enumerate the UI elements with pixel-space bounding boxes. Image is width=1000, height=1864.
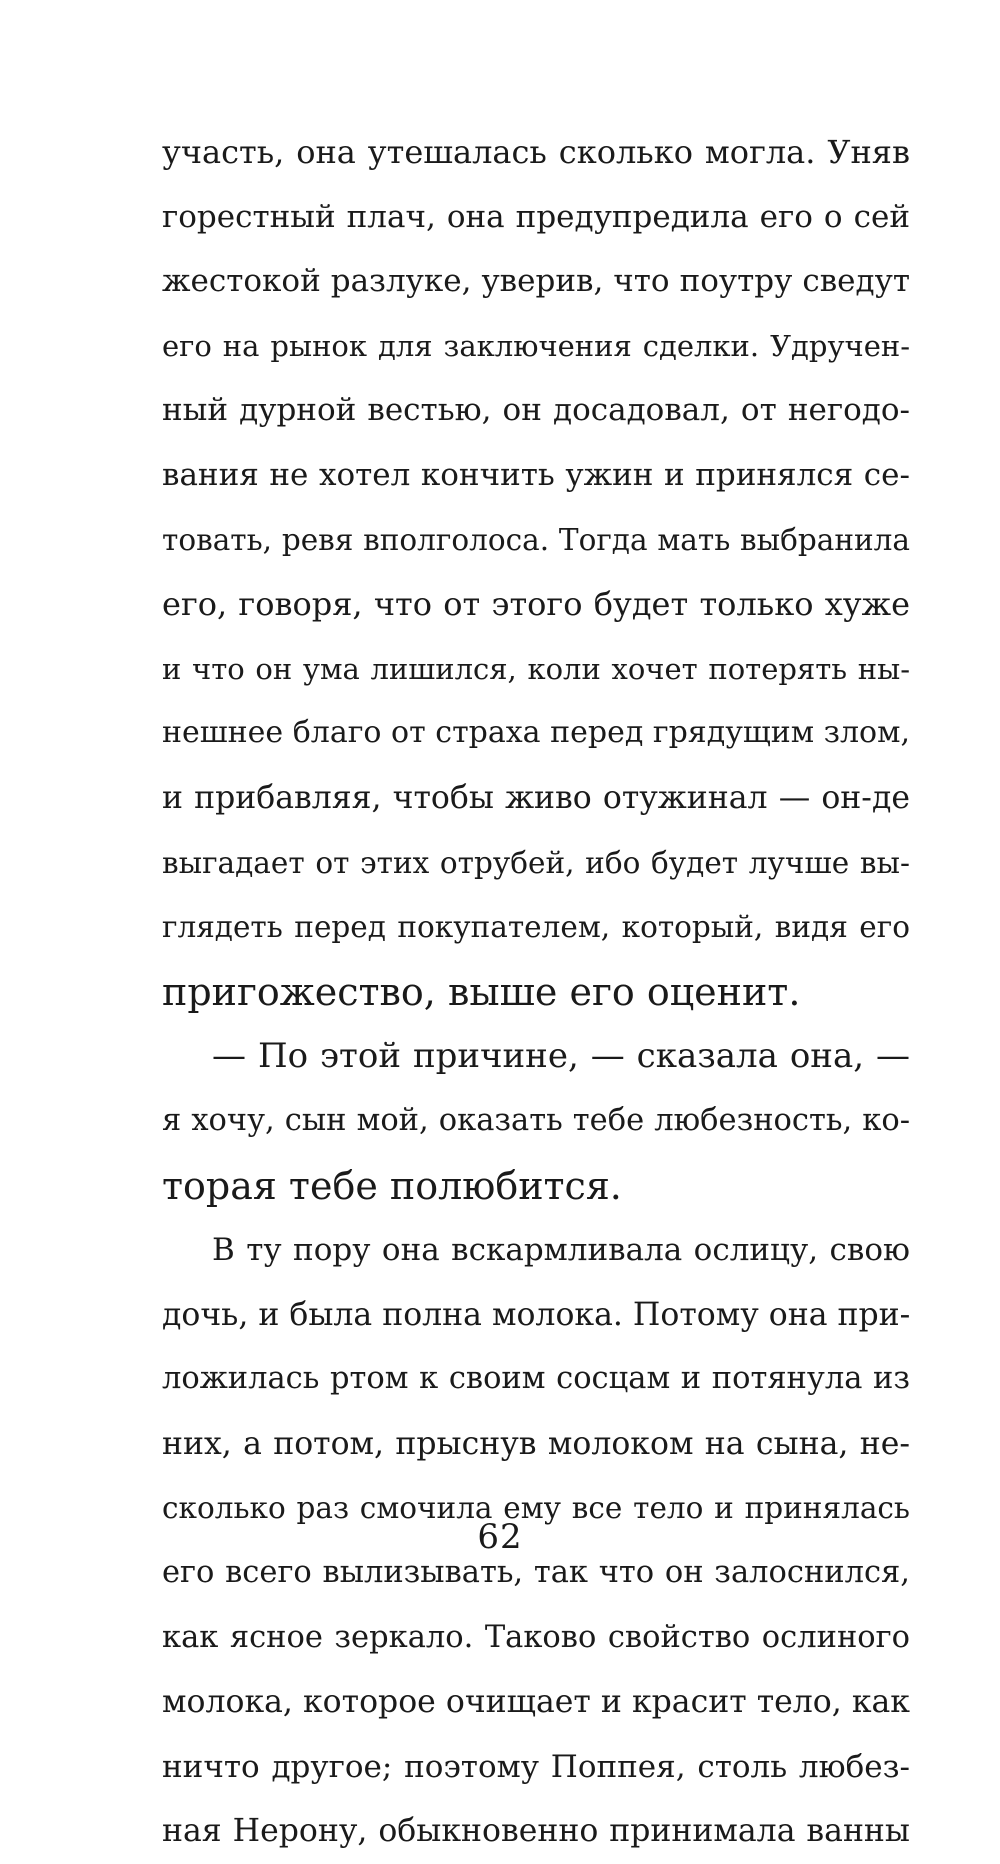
text-line: ная Нерону, обыкновенно принимала ванны [162, 1813, 910, 1850]
text-line: ный дурной вестью, он досадовал, от негодо- [162, 392, 910, 429]
text-line: пригожество, выше его оценит. [162, 969, 801, 1014]
body-text [162, 120, 910, 1864]
text-line: них, а потом, прыснув молоком на сына, не- [162, 1425, 910, 1462]
text-line: В ту пору она вскармливала ослицу, свою [212, 1232, 910, 1269]
text-line: глядеть перед покупателем, который, видя его [162, 910, 910, 945]
text-line: вания не хотел кончить ужин и принялся се- [162, 456, 910, 493]
text-line: — По этой причине, — сказала она, — [212, 1036, 910, 1077]
text-line: ложилась ртом к своим сосцам и потянула из [162, 1361, 910, 1397]
text-line: молока, которое очищает и красит тело, как [162, 1684, 910, 1721]
text-line: и что он ума лишился, коли хочет потерять ны- [162, 651, 910, 686]
text-line: его на рынок для заключения сделки. Удручен- [162, 328, 910, 363]
text-line: торая тебе полюбится. [162, 1163, 622, 1208]
text-line: я хочу, сын мой, оказать тебе любезность, ко- [162, 1102, 910, 1138]
text-line: сколько раз смочила ему все тело и принялась [162, 1491, 910, 1526]
text-line: дочь, и была полна молока. Потому она при- [162, 1296, 911, 1333]
text-line: жестокой разлуке, уверив, что поутру сведут [162, 263, 910, 300]
page-number: 62 [477, 1517, 523, 1557]
text-line: ничто другое; поэтому Поппея, столь любез- [162, 1748, 910, 1785]
text-line: выгадает от этих отрубей, ибо будет лучше вы- [162, 845, 910, 880]
text-line: как ясное зеркало. Таково свойство ослиного [162, 1619, 910, 1655]
text-line: и прибавляя, чтобы живо отужинал — он-де [162, 779, 910, 816]
text-line: горестный плач, она предупредила его о сей [162, 198, 910, 235]
text-line: его, говоря, что от этого будет только хуже [162, 585, 910, 624]
text-line: его всего вылизывать, так что он залоснился, [162, 1555, 910, 1591]
text-line: участь, она утешалась сколько могла. Уняв [162, 133, 910, 171]
text-line: товать, ревя вполголоса. Тогда мать выбранила [162, 522, 910, 557]
text-line: нешнее благо от страха перед грядущим злом, [162, 715, 910, 751]
